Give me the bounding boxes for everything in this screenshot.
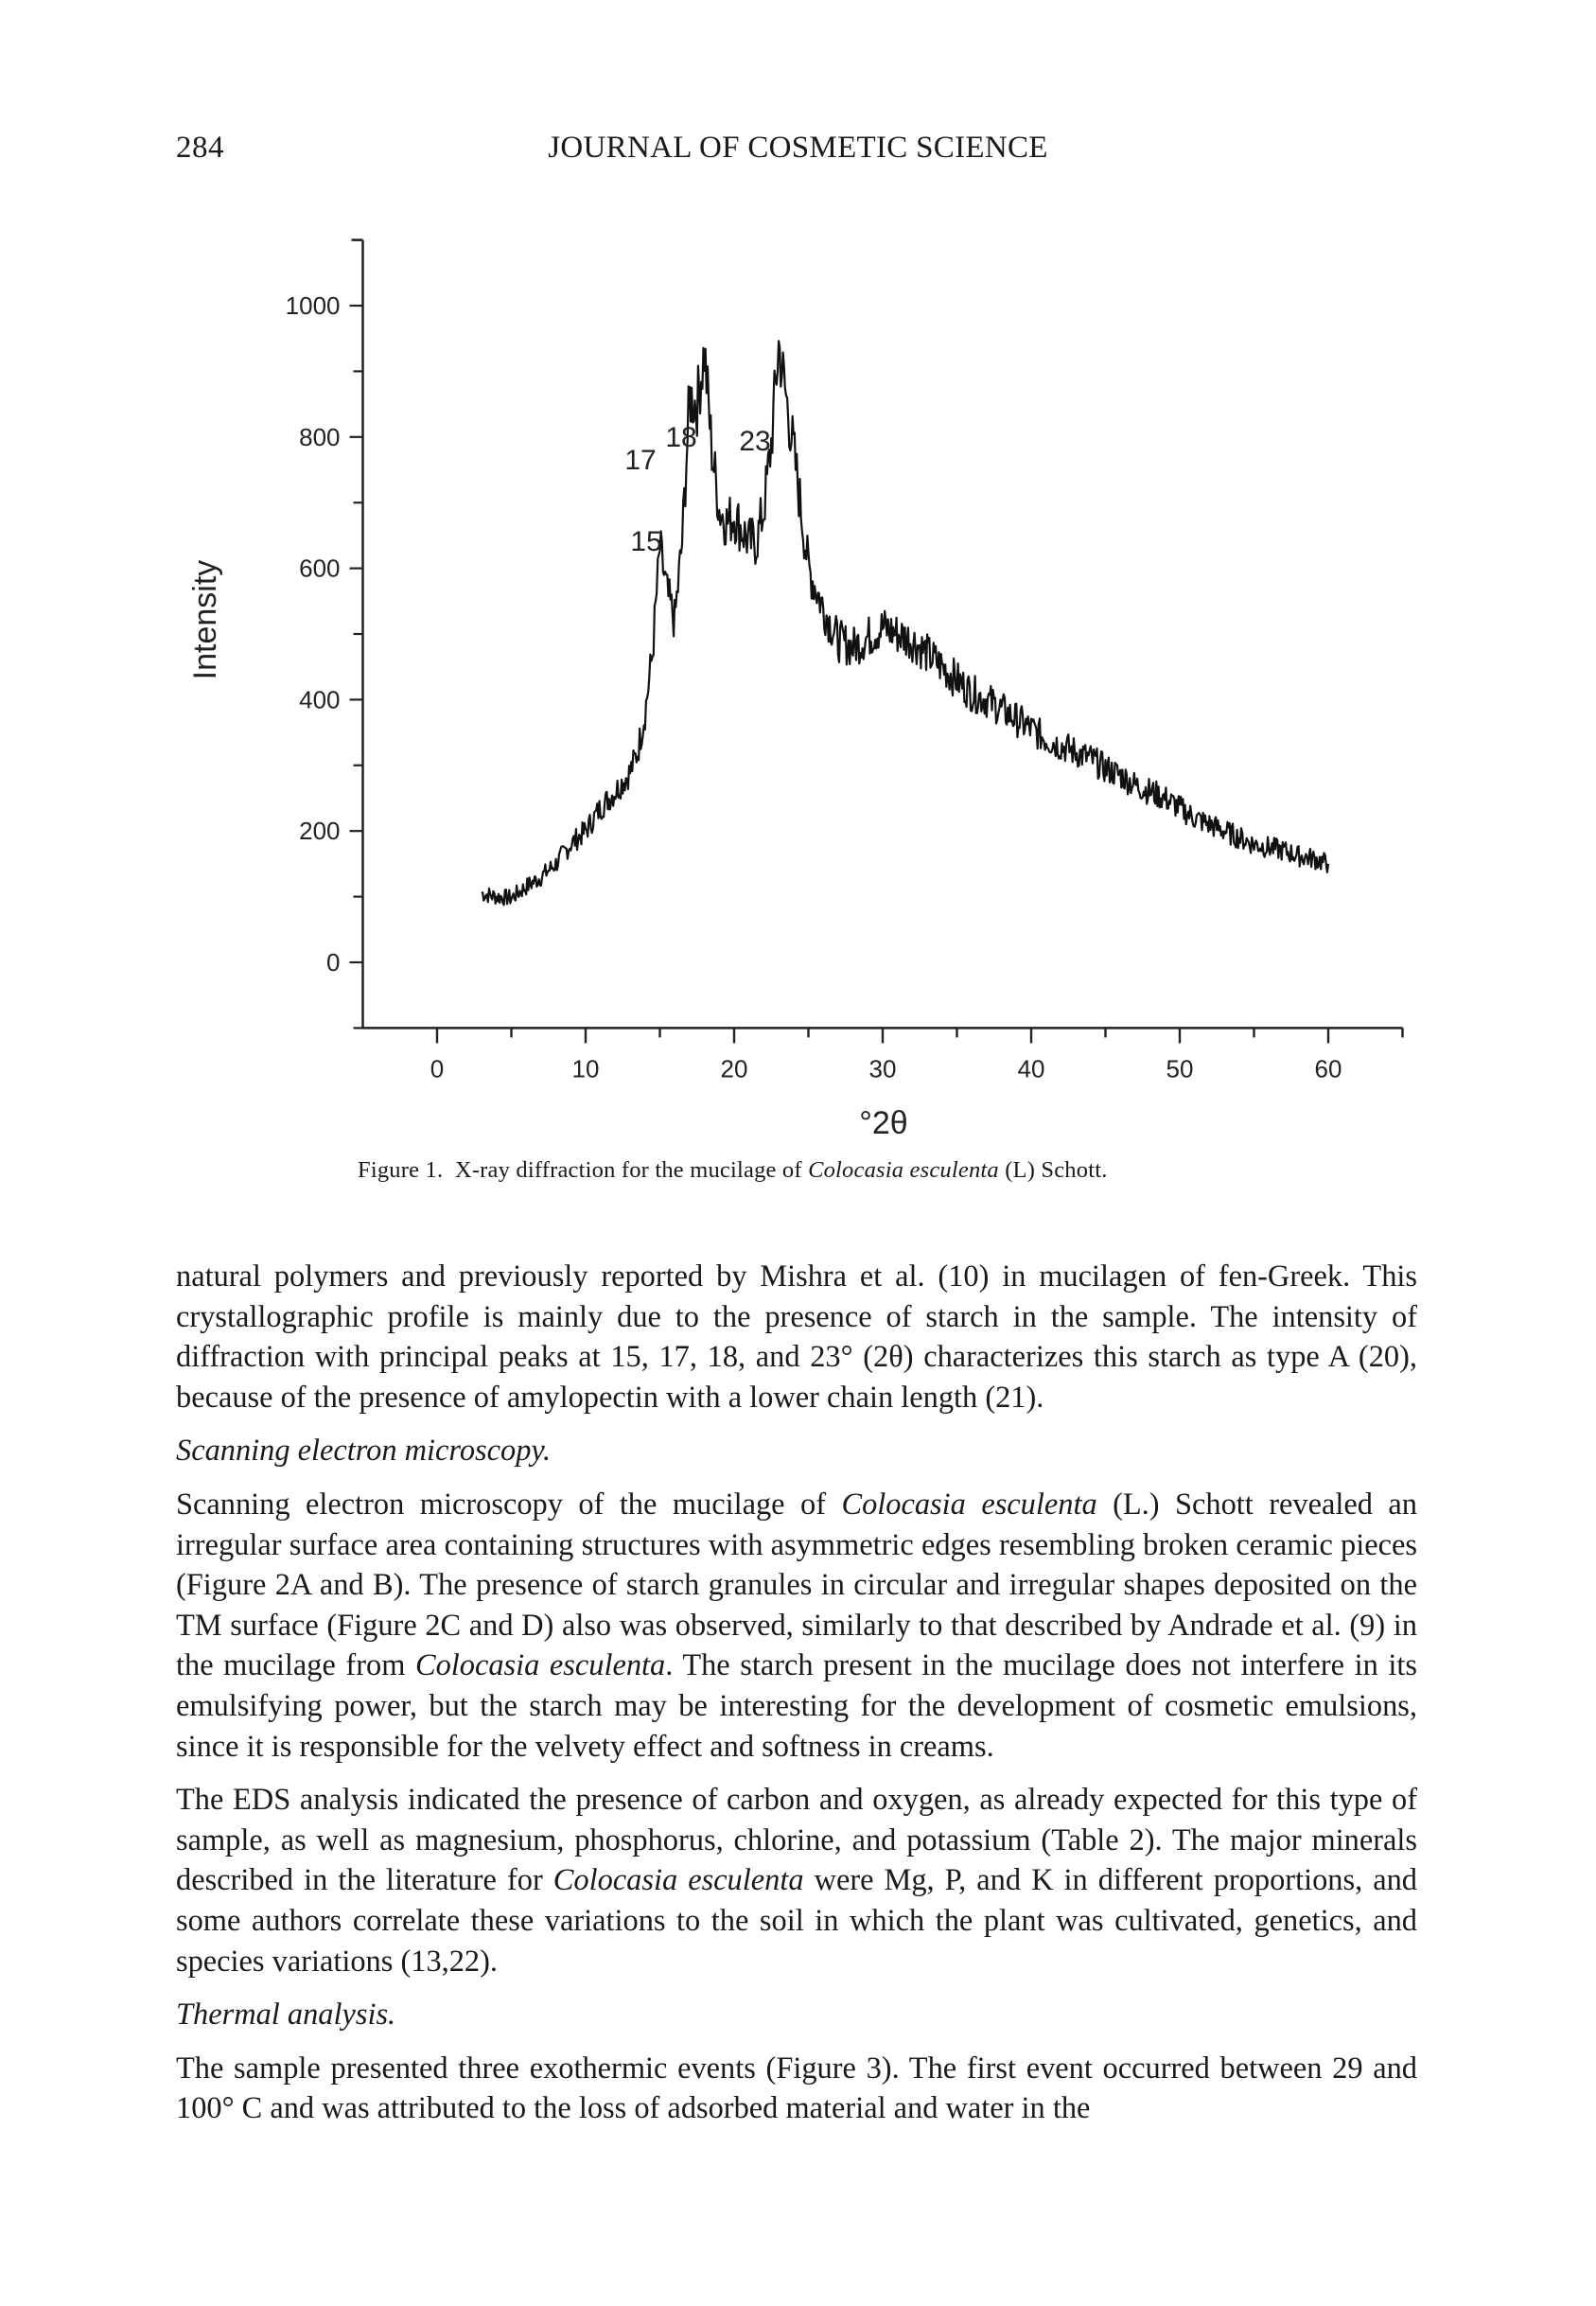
text-run: were Mg, P, and K in different proportions, and some authors correlate these variations to the soil in which the plant was cultivated, genetics, and species variations (13,22). <box>176 1863 1417 1979</box>
figure-1 <box>0 227 1596 1192</box>
xrd-series-line <box>482 341 1328 905</box>
figure-caption <box>358 1157 1108 1184</box>
caption-text-end: (L) Schott. <box>998 1157 1108 1183</box>
text-run: Scanning electron microscopy of the mucilage of <box>176 1487 842 1522</box>
section-heading-thermal: Thermal analysis. <box>176 1998 396 2033</box>
caption-species: Colocasia esculenta <box>808 1157 999 1183</box>
peak-labels <box>624 422 770 557</box>
y-tick-label: 600 <box>299 554 341 583</box>
x-tick-label: 10 <box>571 1054 600 1083</box>
y-tick-label: 400 <box>299 685 341 714</box>
text-run: . The starch present in the mucilage does not interfere in its emulsifying power, but the starch may be interesting for the development of cosmetic emulsions, since it is responsible for the velvety effect and softness in creams. <box>176 1648 1417 1764</box>
peak-label-15: 15 <box>630 526 662 557</box>
chart-ticks <box>286 240 1342 1083</box>
y-tick-label: 0 <box>326 948 341 977</box>
x-tick-label: 30 <box>868 1054 897 1083</box>
x-tick-label: 0 <box>430 1054 445 1083</box>
running-head <box>0 131 1596 168</box>
y-tick-label: 800 <box>299 422 341 451</box>
paragraph-eds <box>176 1780 1417 1981</box>
paragraph-xrd: natural polymers and previously reported by Mishra et al. (10) in mucilagen of fen-Greek. This crystallographic profile is mainly due to the presence of starch in the sample. The intensity of diffraction with principal peaks at 15, 17, 18, and 23° (2θ) characterizes this starch as type A (20), because of the presence of amylopectin with a lower chain length (21). <box>176 1259 1417 1415</box>
caption-text: X-ray diffraction for the mucilage of <box>454 1157 809 1183</box>
peak-label-18: 18 <box>665 422 697 453</box>
paragraph-sem <box>176 1485 1417 1767</box>
species-name: Colocasia esculenta <box>414 1648 666 1683</box>
x-tick-label: 20 <box>720 1054 748 1083</box>
x-tick-label: 60 <box>1314 1054 1342 1083</box>
peak-label-17: 17 <box>624 445 657 476</box>
xrd-chart <box>0 227 1596 1173</box>
text-run: (L.) Schott revealed an irregular surface area containing structures with asymmetric edges resembling broken ceramic pieces (Figure 2A and B). The presence of starch granules in circular and irregular shapes deposited on the TM surface (Figure 2C and D) also was observed, similarly to that described by Andrade et al. (9) in the mucilage from <box>176 1487 1417 1683</box>
x-axis-title: °2θ <box>859 1105 908 1141</box>
species-name: Colocasia esculenta <box>841 1487 1097 1522</box>
text-run: The EDS analysis indicated the presence of carbon and oxygen, as already expected for this type of sample, as well as magnesium, phosphorus, chlorine, and potassium (Table 2). The major minerals described in the literature for <box>176 1783 1417 1898</box>
page-number: 284 <box>176 131 224 165</box>
section-heading-sem: Scanning electron microscopy. <box>176 1434 552 1469</box>
y-axis-title: Intensity <box>187 559 223 680</box>
journal-title: JOURNAL OF COSMETIC SCIENCE <box>548 131 1048 165</box>
x-tick-label: 50 <box>1166 1054 1194 1083</box>
y-tick-label: 200 <box>299 817 341 846</box>
species-name: Colocasia esculenta <box>552 1863 804 1898</box>
x-tick-label: 40 <box>1017 1054 1045 1083</box>
y-tick-label: 1000 <box>285 291 341 320</box>
paragraph-thermal: The sample presented three exothermic events (Figure 3). The first event occurred between 29 and 100° C and was attributed to the loss of adsorbed material and water in the <box>176 2051 1417 2126</box>
peak-label-23: 23 <box>739 426 771 457</box>
body-text <box>176 1257 1417 2142</box>
figure-label: Figure 1. <box>358 1157 444 1183</box>
